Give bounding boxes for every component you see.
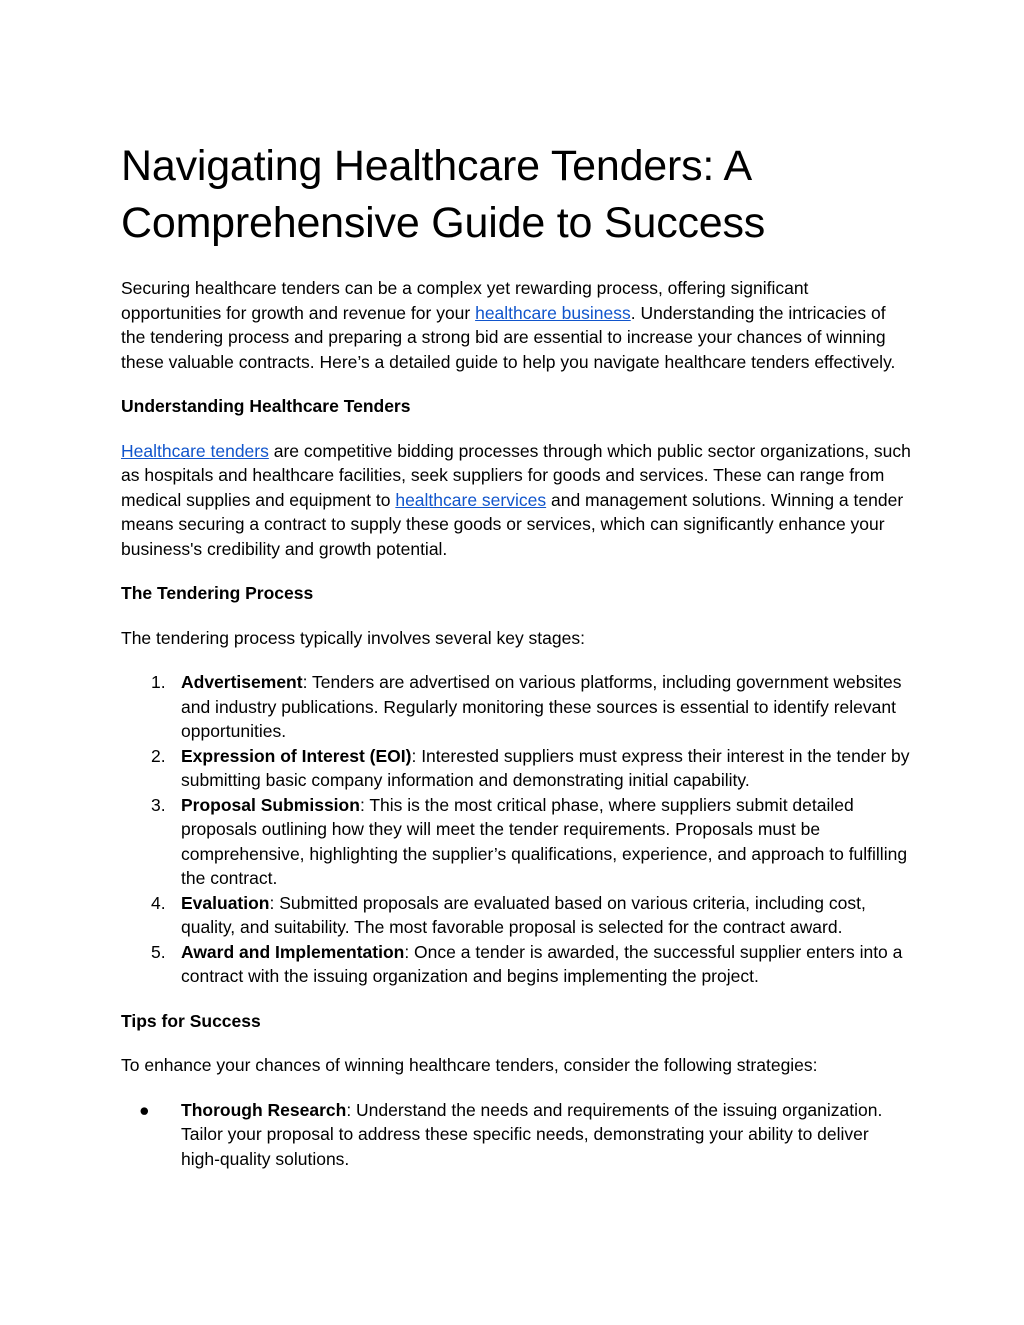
list-number: 3. bbox=[151, 794, 166, 815]
section-heading-tendering-process: The Tendering Process bbox=[121, 583, 314, 603]
list-item-term: Award and Implementation bbox=[181, 941, 405, 962]
list-item-text: : Submitted proposals are evaluated based on various criteria, including cost, quality, and suitability. The most favorable proposal is selected for the contract award. bbox=[181, 892, 866, 937]
intro-text-after: . Understanding the intricacies of the tendering process and preparing a strong bid are essential to increase your chances of winning these valuable contracts. Here’s a detailed guide to help you navigate healthcare tenders effectively. bbox=[121, 302, 896, 372]
list-item bbox=[121, 940, 911, 989]
understanding-text-1: are competitive bidding processes through which public sector organizations, such as hospitals and healthcare facilities, seek suppliers for goods and services. These can range from medical supplies and equipment to bbox=[121, 440, 911, 510]
list-number: 2. bbox=[151, 745, 166, 766]
list-item-text: : Interested suppliers must express their interest in the tender by submitting basic company information and demonstrating initial capability. bbox=[181, 745, 910, 790]
list-item-term: Proposal Submission bbox=[181, 794, 360, 815]
list-item-term: Expression of Interest (EOI) bbox=[181, 745, 412, 766]
list-number: 5. bbox=[151, 941, 166, 962]
list-item-text: : Understand the needs and requirements of the issuing organization. Tailor your proposal to address these specific needs, demonstrating your ability to deliver high-quality solutions. bbox=[181, 1099, 883, 1169]
page-title: Navigating Healthcare Tenders: A Comprehensive Guide to Success bbox=[121, 142, 766, 247]
healthcare-services-link[interactable]: healthcare services bbox=[395, 489, 547, 510]
healthcare-business-link[interactable]: healthcare business bbox=[475, 302, 631, 323]
list-item-text: : Tenders are advertised on various platforms, including government websites and industry publications. Regularly monitoring these sources is essential to identify relevant opportunities. bbox=[181, 672, 902, 741]
list-item bbox=[121, 891, 911, 940]
healthcare-tenders-link[interactable]: Healthcare tenders bbox=[121, 440, 269, 461]
list-item-term: Advertisement bbox=[181, 672, 303, 692]
list-item bbox=[121, 744, 911, 793]
tendering-process-intro: The tendering process typically involves several key stages: bbox=[121, 627, 585, 648]
document-page bbox=[121, 138, 911, 1191]
list-item-text: : This is the most critical phase, where suppliers submit detailed proposals outlining how they will meet the tender requirements. Proposals must be comprehensive, highlighting the supplier’s qualifications, experience, and approach to fulfilling the contract. bbox=[181, 794, 908, 888]
list-item-term: Thorough Research bbox=[181, 1099, 347, 1120]
tendering-stages-list bbox=[121, 670, 911, 989]
list-item bbox=[121, 670, 911, 744]
list-number: 1. bbox=[151, 672, 166, 692]
list-item-text: : Once a tender is awarded, the successful supplier enters into a contract with the issuing organization and begins implementing the project. bbox=[181, 941, 903, 986]
list-item bbox=[121, 1098, 911, 1172]
bullet-icon: ● bbox=[139, 1099, 150, 1120]
list-number: 4. bbox=[151, 892, 166, 913]
intro-text-before: Securing healthcare tenders can be a complex yet rewarding process, offering significant opportunities for growth and revenue for your bbox=[121, 278, 809, 323]
section-heading-tips: Tips for Success bbox=[121, 1010, 261, 1031]
tips-intro: To enhance your chances of winning healthcare tenders, consider the following strategies: bbox=[121, 1055, 818, 1075]
understanding-text-2: and management solutions. Winning a tender means securing a contract to supply these goods or services, which can significantly enhance your business's credibility and growth potential. bbox=[121, 489, 904, 559]
list-item bbox=[121, 793, 911, 891]
understanding-paragraph bbox=[121, 439, 911, 562]
intro-paragraph bbox=[121, 276, 911, 374]
section-heading-understanding: Understanding Healthcare Tenders bbox=[121, 396, 411, 416]
list-item-term: Evaluation bbox=[181, 892, 270, 913]
tips-list bbox=[121, 1098, 911, 1172]
